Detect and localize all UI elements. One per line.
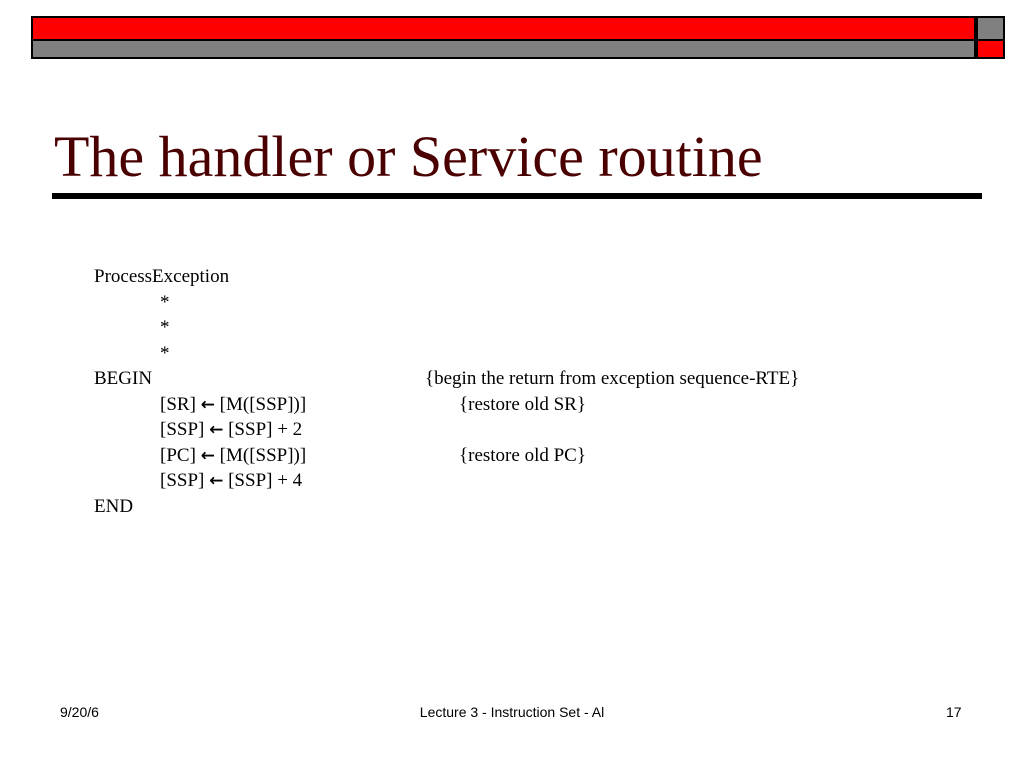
code-line	[94, 494, 954, 520]
statement-comment: {restore old SR}	[459, 393, 586, 415]
code-line	[94, 468, 954, 494]
left-arrow-icon: ←	[200, 394, 215, 415]
statement-source: [SSP] + 2	[228, 419, 303, 440]
slide-title: The handler or Service routine	[54, 124, 763, 189]
header-bar-gray	[31, 41, 976, 59]
left-arrow-icon: ←	[209, 471, 224, 491]
begin-keyword: BEGIN	[94, 368, 153, 389]
left-arrow-icon: ←	[200, 445, 215, 466]
statement-source: [SSP] + 4	[228, 470, 303, 491]
statement-source: [M([SSP])]	[219, 444, 307, 466]
statement	[160, 392, 306, 419]
code-line	[94, 341, 954, 367]
left-arrow-icon: ←	[209, 420, 224, 440]
code-line	[94, 264, 954, 290]
code-line	[94, 290, 954, 316]
code-line	[94, 366, 954, 392]
header-square-gray	[976, 16, 1005, 41]
footer-page-number: 17	[946, 704, 962, 720]
statement	[160, 443, 306, 470]
begin-comment: {begin the return from exception sequence-RTE}	[425, 368, 800, 389]
ellipsis-star: *	[160, 342, 170, 364]
statement-target: [SSP]	[160, 470, 205, 491]
statement	[160, 417, 302, 444]
statement-comment: {restore old PC}	[459, 444, 586, 466]
code-block	[94, 264, 954, 519]
statement-target: [PC]	[160, 444, 196, 466]
end-keyword: END	[94, 495, 134, 517]
footer-date: 9/20/6	[60, 704, 99, 720]
code-line	[94, 417, 954, 443]
header-bar-red	[31, 16, 976, 41]
ellipsis-star: *	[160, 317, 170, 338]
footer-lecture-title: Lecture 3 - Instruction Set - Al	[419, 704, 605, 720]
statement-source: [M([SSP])]	[219, 393, 307, 415]
routine-name: ProcessException	[94, 266, 230, 287]
title-underline	[52, 193, 982, 199]
code-line	[94, 315, 954, 341]
ellipsis-star: *	[160, 291, 170, 313]
statement-target: [SR]	[160, 393, 196, 415]
header-square-red	[976, 41, 1005, 59]
code-line	[94, 392, 954, 418]
code-line	[94, 443, 954, 469]
statement-target: [SSP]	[160, 419, 205, 440]
statement	[160, 468, 302, 495]
